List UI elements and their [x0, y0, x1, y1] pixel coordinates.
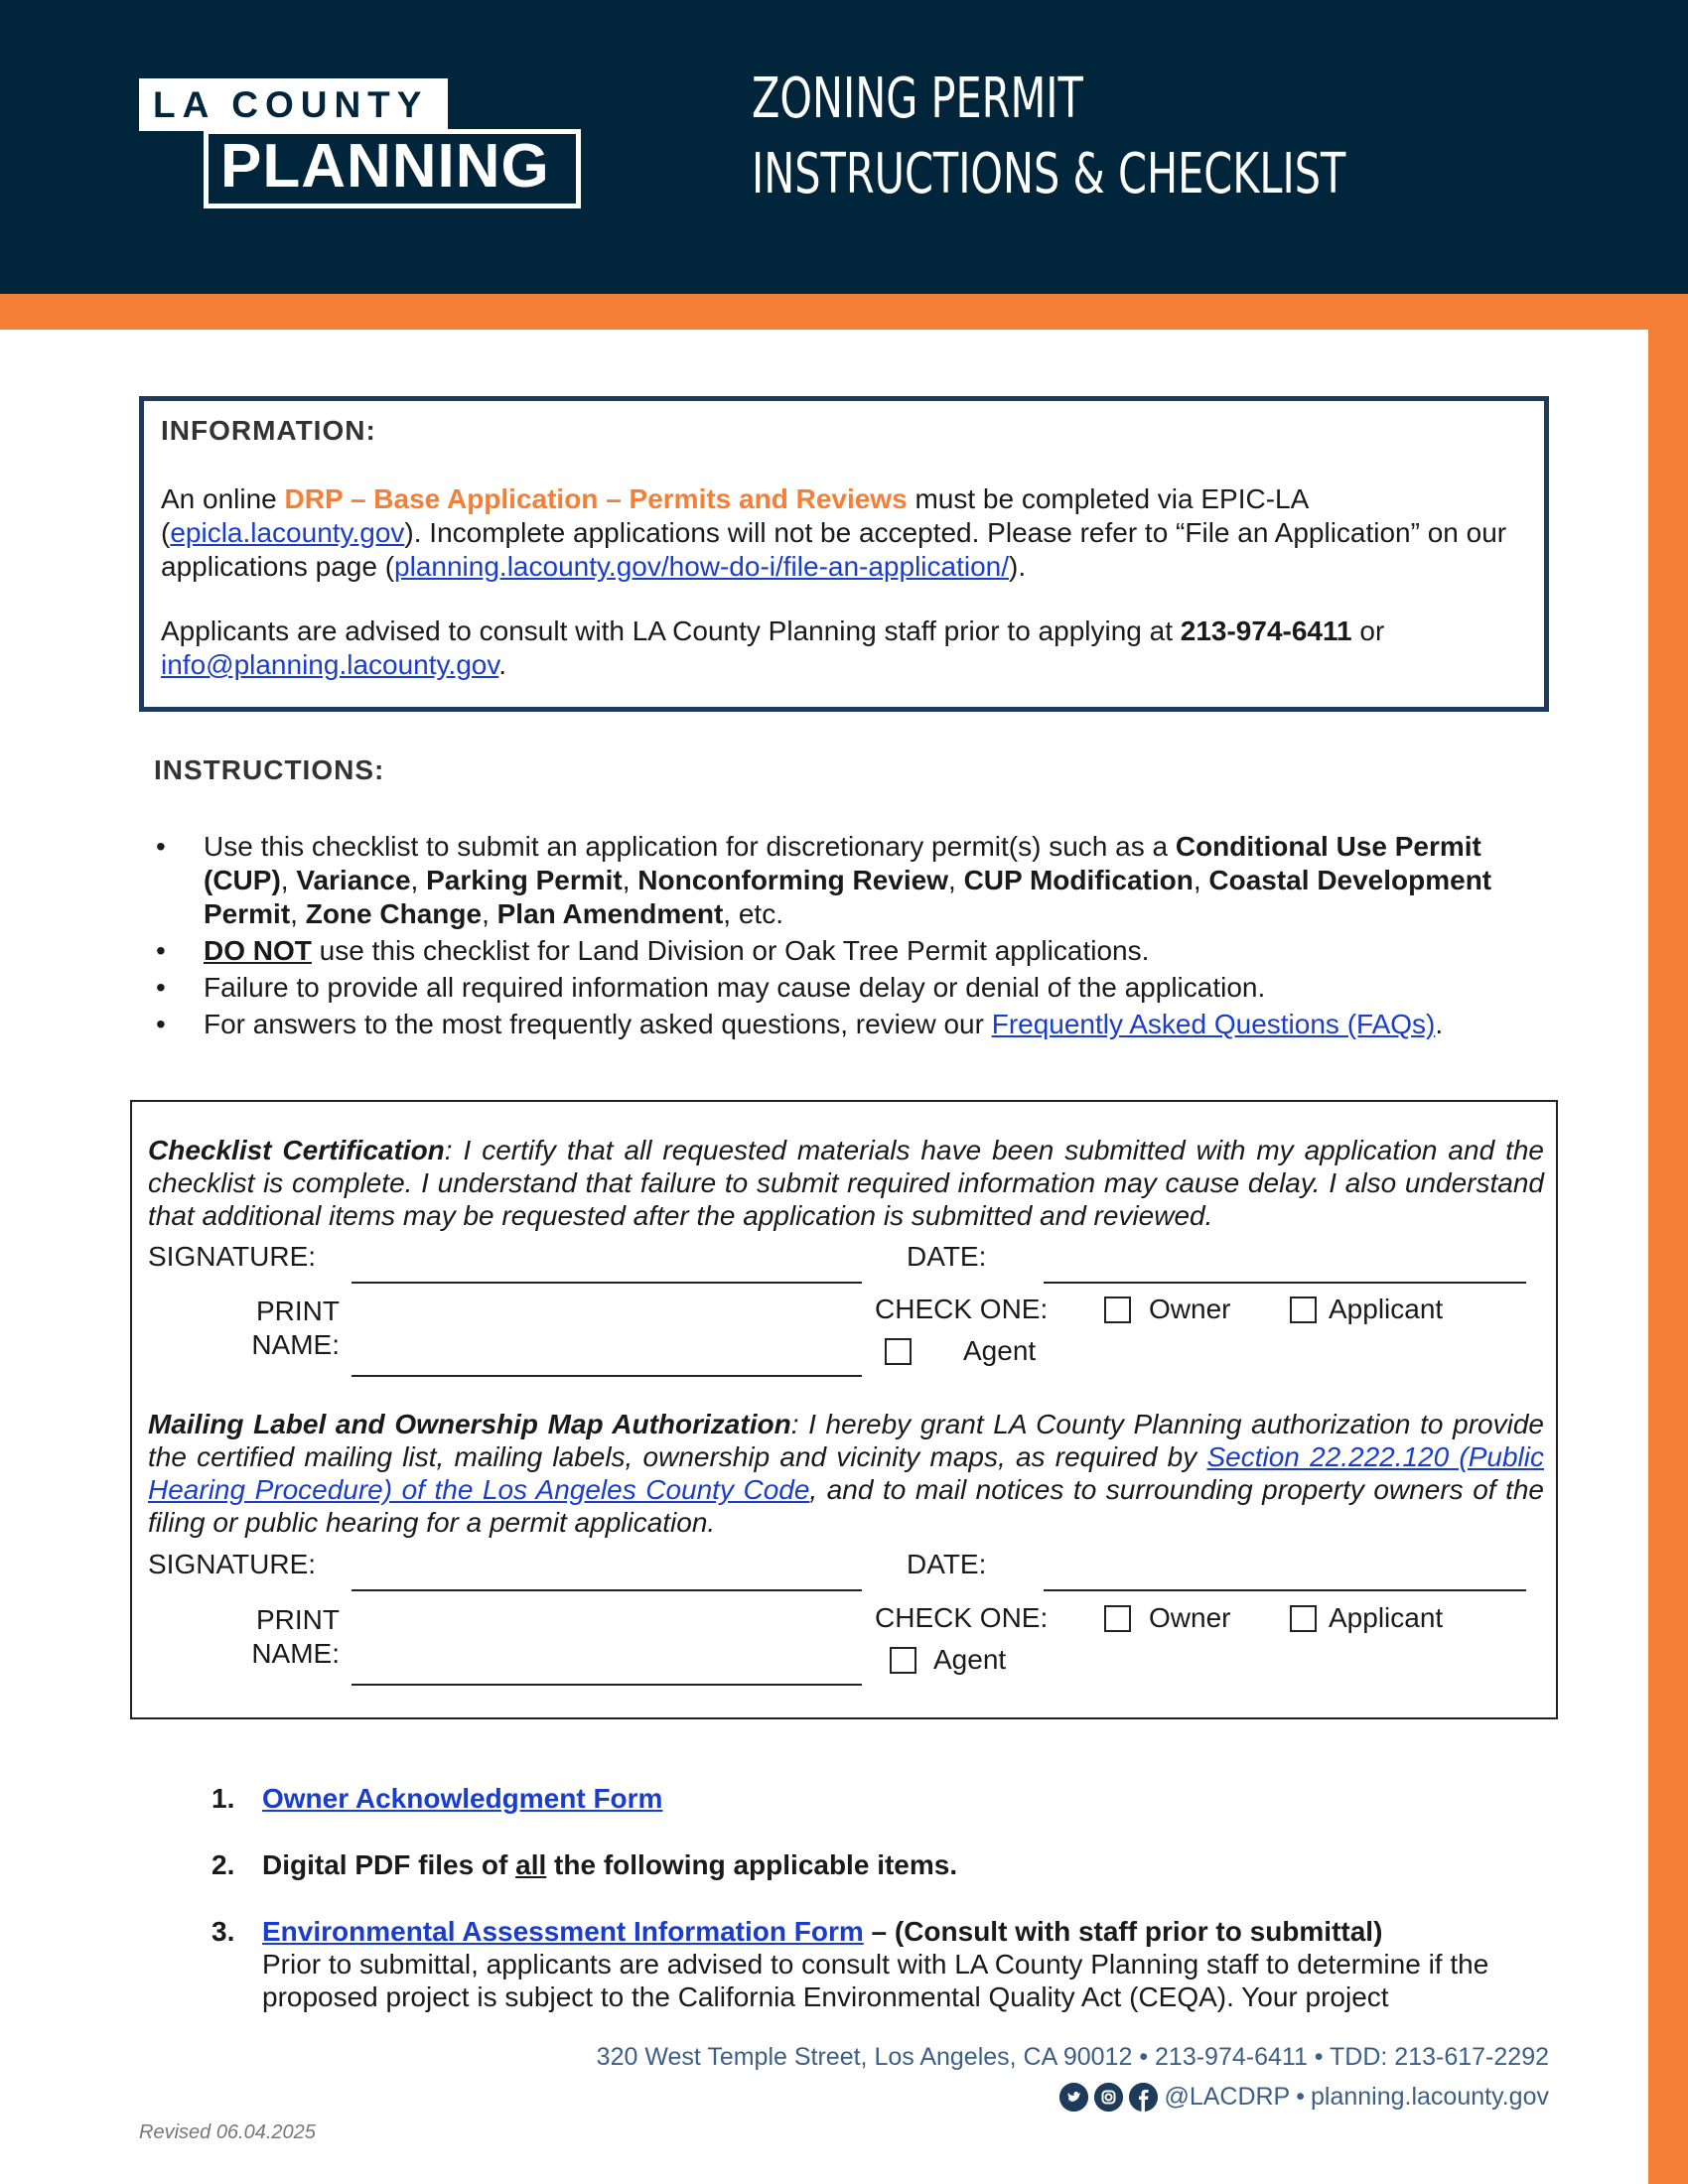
- agent-checkbox-1[interactable]: [885, 1338, 912, 1365]
- text: For answers to the most frequently asked questions, review our: [204, 1009, 992, 1039]
- footer-address: 320 West Temple Street, Los Angeles, CA 90012 • 213-974-6411 • TDD: 213-617-2292: [596, 2043, 1549, 2071]
- page-header: [0, 0, 1688, 294]
- owner-label: Owner: [1149, 1294, 1231, 1324]
- text: Use this checklist to submit an application for discretionary permit(s) such as a: [204, 831, 1176, 862]
- print-label: PRINT: [256, 1604, 340, 1635]
- facebook-icon[interactable]: [1129, 2083, 1158, 2112]
- bullet-icon: •: [156, 831, 166, 862]
- print-name-label: [132, 1603, 340, 1671]
- bullet-icon: •: [156, 972, 166, 1003]
- print-name-line-1[interactable]: [352, 1375, 862, 1377]
- checklist-certification-text: [148, 1134, 1544, 1232]
- instruction-item: [154, 830, 1544, 931]
- text: ).: [1009, 551, 1027, 582]
- orange-band: [0, 294, 1688, 330]
- environmental-assessment-link[interactable]: Environmental Assessment Information Form: [262, 1916, 864, 1947]
- item-number: 3.: [211, 1916, 235, 1947]
- file-application-link[interactable]: planning.lacounty.gov/how-do-i/file-an-application/: [394, 551, 1010, 582]
- permit-type: Variance: [296, 865, 411, 895]
- item-number: 2.: [211, 1849, 235, 1880]
- logo-la-county: LA COUNTY: [139, 78, 448, 131]
- item-body: [262, 1915, 1553, 2013]
- certification-box: [130, 1100, 1558, 1719]
- permit-type: Coastal Development Permit: [204, 865, 1492, 929]
- text: ,: [948, 865, 964, 895]
- check-one-label: CHECK ONE:: [875, 1602, 1049, 1633]
- date-line-1[interactable]: [1044, 1282, 1526, 1284]
- twitter-icon[interactable]: [1059, 2083, 1088, 2112]
- text: .: [498, 649, 507, 680]
- orange-side-bar: [1648, 294, 1688, 2184]
- text: ,: [410, 865, 427, 895]
- instruction-item: [154, 934, 1544, 968]
- signature-label: SIGNATURE:: [148, 1241, 317, 1272]
- name-label: NAME:: [251, 1329, 340, 1360]
- footer-website[interactable]: planning.lacounty.gov: [1311, 2083, 1549, 2111]
- text: : I hereby grant LA County Planning authorization to provide the certified mailing list, mailing labels, ownership and vicinity maps, as required by: [148, 1409, 1544, 1472]
- text: ,: [290, 898, 306, 929]
- instruction-item: [154, 971, 1544, 1005]
- owner-checkbox-2[interactable]: [1104, 1605, 1131, 1632]
- text: ,: [280, 865, 297, 895]
- agent-label: Agent: [963, 1335, 1037, 1366]
- date-label: DATE:: [907, 1241, 987, 1272]
- date-label: DATE:: [907, 1549, 987, 1579]
- revised-date: Revised 06.04.2025: [139, 2121, 316, 2143]
- instruction-item: [154, 1008, 1544, 1041]
- permit-type: CUP Modification: [963, 865, 1194, 895]
- text: Failure to provide all required information may cause delay or denial of the application.: [204, 972, 1266, 1003]
- epicla-link[interactable]: epicla.lacounty.gov: [170, 517, 405, 548]
- bullet-icon: •: [156, 1009, 166, 1039]
- text: , and to mail notices to surrounding property owners of the filing or public hearing for a permit application.: [148, 1474, 1544, 1538]
- permit-type: Conditional Use Permit (CUP): [204, 831, 1481, 895]
- check-one-label: CHECK ONE:: [875, 1294, 1049, 1324]
- item-body: [262, 1782, 1553, 1815]
- signature-line-2[interactable]: [352, 1589, 862, 1591]
- text: use this checklist for Land Division or Oak Tree Permit applications.: [311, 935, 1150, 966]
- phone-number: 213-974-6411: [1180, 615, 1352, 646]
- text: Digital PDF files of: [262, 1849, 516, 1880]
- mailing-authorization-text: [148, 1408, 1544, 1539]
- logo-planning: PLANNING: [220, 132, 550, 201]
- title-line-2: INSTRUCTIONS & CHECKLIST: [752, 142, 1346, 206]
- information-paragraph-1: [161, 482, 1528, 584]
- applicant-checkbox-2[interactable]: [1290, 1605, 1317, 1632]
- bullet-icon: •: [156, 935, 166, 966]
- text: ). Incomplete applications will not be accepted. Please refer to “File an Application” on our applications page (: [161, 517, 1507, 582]
- page-title: [752, 62, 1345, 212]
- permit-type: Plan Amendment: [496, 898, 724, 929]
- owner-acknowledgment-link[interactable]: Owner Acknowledgment Form: [262, 1783, 663, 1814]
- permit-type: Zone Change: [305, 898, 483, 929]
- name-label: NAME:: [251, 1638, 340, 1669]
- footer-social: [1059, 2083, 1549, 2112]
- owner-label: Owner: [1149, 1602, 1231, 1633]
- item-body: [262, 1848, 1553, 1881]
- applicant-label: Applicant: [1329, 1294, 1444, 1324]
- signature-line-1[interactable]: [352, 1282, 862, 1284]
- permit-type: Nonconforming Review: [637, 865, 948, 895]
- text: An online: [161, 483, 285, 514]
- title-line-1: ZONING PERMIT: [752, 67, 1083, 131]
- applicant-checkbox-1[interactable]: [1290, 1297, 1317, 1323]
- information-heading: INFORMATION:: [161, 415, 376, 446]
- application-name: DRP – Base Application – Permits and Reviews: [284, 483, 908, 514]
- signature-label: SIGNATURE:: [148, 1549, 317, 1579]
- permit-type: Parking Permit: [426, 865, 623, 895]
- agent-checkbox-2[interactable]: [890, 1647, 916, 1674]
- mailing-authorization-title: Mailing Label and Ownership Map Authorization: [148, 1409, 791, 1439]
- county-code-link[interactable]: Section 22.222.120 (Public Hearing Procedure) of the Los Angeles County Code: [148, 1441, 1544, 1505]
- checklist-certification-title: Checklist Certification: [148, 1135, 445, 1165]
- consult-note: – (Consult with staff prior to submittal): [863, 1916, 1383, 1947]
- email-link[interactable]: info@planning.lacounty.gov: [161, 649, 499, 680]
- text: the following applicable items.: [546, 1849, 958, 1880]
- instructions-heading: INSTRUCTIONS:: [154, 754, 385, 785]
- information-box: [139, 396, 1549, 712]
- text: or: [1351, 615, 1385, 646]
- social-handle[interactable]: @LACDRP: [1164, 2083, 1291, 2111]
- agent-label: Agent: [933, 1644, 1007, 1675]
- footer-separator: •: [1296, 2083, 1305, 2111]
- information-paragraph-2: [161, 614, 1528, 682]
- date-line-2[interactable]: [1044, 1589, 1526, 1591]
- print-name-label: [132, 1295, 340, 1362]
- print-name-line-2[interactable]: [352, 1684, 862, 1686]
- instructions-list: [154, 830, 1544, 1044]
- applicant-label: Applicant: [1329, 1602, 1444, 1633]
- emphasis-all: all: [515, 1849, 547, 1880]
- do-not-emphasis: DO NOT: [204, 935, 312, 966]
- text: .: [1435, 1009, 1444, 1039]
- owner-checkbox-1[interactable]: [1104, 1297, 1131, 1323]
- text: must be completed via EPIC-LA (: [161, 483, 1308, 548]
- instagram-icon[interactable]: [1094, 2083, 1123, 2112]
- text: , etc.: [723, 898, 783, 929]
- item-number: 1.: [211, 1783, 235, 1814]
- text: Applicants are advised to consult with LA County Planning staff prior to applying at: [161, 615, 1181, 646]
- text: : I certify that all requested materials have been submitted with my application and the checklist is complete. I understand that failure to submit required information may cause delay. I also understand that additional items may be requested after the application is submitted and reviewed.: [148, 1135, 1544, 1231]
- text: ,: [1193, 865, 1209, 895]
- print-label: PRINT: [256, 1296, 340, 1326]
- text: ,: [482, 898, 497, 929]
- text: ,: [622, 865, 638, 895]
- faq-link[interactable]: Frequently Asked Questions (FAQs): [991, 1009, 1436, 1039]
- item-description: Prior to submittal, applicants are advised to consult with LA County Planning staff to determine if the proposed project is subject to the California Environmental Quality Act (CEQA). Your project: [262, 1949, 1489, 2012]
